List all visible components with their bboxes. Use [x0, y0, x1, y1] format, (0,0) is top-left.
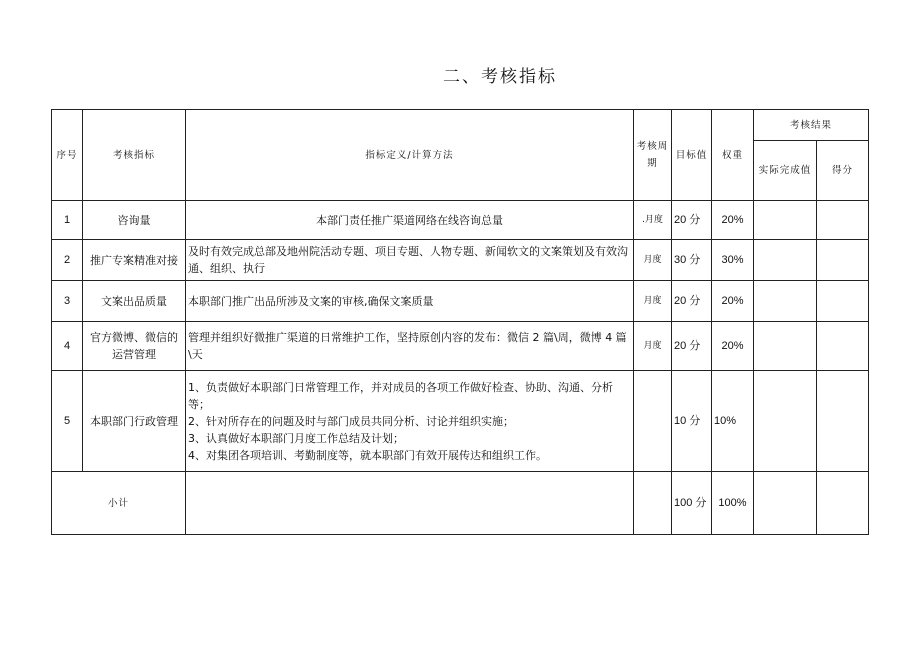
header-weight: 权重: [712, 110, 754, 201]
header-score: 得分: [817, 141, 869, 201]
row-target: 30 分: [672, 240, 712, 281]
row-target: 20 分: [672, 322, 712, 371]
row-target: 20 分: [672, 281, 712, 322]
page-title: 二、考核指标: [443, 67, 557, 87]
row-target: 10 分: [672, 371, 712, 472]
row-weight: 20%: [712, 281, 754, 322]
row-score: [817, 201, 869, 240]
row-seq: 5: [52, 371, 83, 472]
subtotal-target: 100 分: [672, 472, 712, 535]
row-definition: 本职部门推广出品所涉及文案的审核,确保文案质量: [186, 281, 634, 322]
row-actual: [754, 371, 817, 472]
row-score: [817, 281, 869, 322]
header-actual: 实际完成值: [754, 141, 817, 201]
row-target: 20 分: [672, 201, 712, 240]
table-row: [52, 201, 869, 240]
header-row: [52, 110, 869, 141]
table-row: [52, 281, 869, 322]
row-actual: [754, 201, 817, 240]
table-row: [52, 371, 869, 472]
row-actual: [754, 322, 817, 371]
row-weight: 20%: [712, 322, 754, 371]
header-indicator: 考核指标: [83, 110, 186, 201]
definition-line: 3、认真做好本职部门月度工作总结及计划；: [188, 431, 404, 445]
row-weight: 30%: [712, 240, 754, 281]
row-seq: 4: [52, 322, 83, 371]
row-weight: 20%: [712, 201, 754, 240]
kpi-table: [51, 109, 869, 535]
table-row: [52, 322, 869, 371]
subtotal-weight: 100%: [712, 472, 754, 535]
row-definition: 本部门责任推广渠道网络在线咨询总量: [186, 201, 634, 240]
row-definition: [186, 371, 634, 472]
row-period: 月度: [634, 322, 672, 371]
definition-line: 1、负责做好本职部门日常管理工作，并对成员的各项工作做好检查、协助、沟通、分析等；: [188, 380, 613, 411]
row-period: .月度: [634, 201, 672, 240]
subtotal-score: [817, 472, 869, 535]
row-seq: 2: [52, 240, 83, 281]
row-indicator: 文案出品质量: [83, 281, 186, 322]
row-period: [634, 371, 672, 472]
subtotal-row: [52, 472, 869, 535]
row-definition: 及时有效完成总部及地州院活动专题、项目专题、人物专题、新闻软文的文案策划及有效沟通、组织、执行: [186, 240, 634, 281]
row-score: [817, 240, 869, 281]
header-definition: 指标定义/计算方法: [186, 110, 634, 201]
table-row: [52, 240, 869, 281]
row-score: [817, 371, 869, 472]
subtotal-actual: [754, 472, 817, 535]
row-indicator: 咨询量: [83, 201, 186, 240]
row-indicator: 本职部门行政管理: [83, 371, 186, 472]
row-indicator: 官方微博、微信的运营管理: [83, 322, 186, 371]
row-actual: [754, 240, 817, 281]
row-period: 月度: [634, 240, 672, 281]
row-actual: [754, 281, 817, 322]
header-target: 目标值: [672, 110, 712, 201]
row-seq: 1: [52, 201, 83, 240]
header-seq: 序号: [52, 110, 83, 201]
definition-line: 2、针对所存在的问题及时与部门成员共同分析、讨论并组织实施；: [188, 414, 514, 428]
row-definition: 管理并组织好微推广渠道的日常维护工作，坚持原创内容的发布：微信 2 篇\周，微博 4 篇\天: [186, 322, 634, 371]
subtotal-period: [634, 472, 672, 535]
row-seq: 3: [52, 281, 83, 322]
header-result: 考核结果: [754, 110, 869, 141]
subtotal-definition: [186, 472, 634, 535]
row-period: 月度: [634, 281, 672, 322]
subtotal-label: 小计: [52, 472, 186, 535]
header-period: 考核周期: [634, 110, 672, 201]
definition-line: 4、对集团各项培训、考勤制度等，就本职部门有效开展传达和组织工作。: [188, 448, 547, 462]
row-weight: 10%: [712, 371, 754, 472]
row-score: [817, 322, 869, 371]
row-indicator: 推广专案精准对接: [83, 240, 186, 281]
